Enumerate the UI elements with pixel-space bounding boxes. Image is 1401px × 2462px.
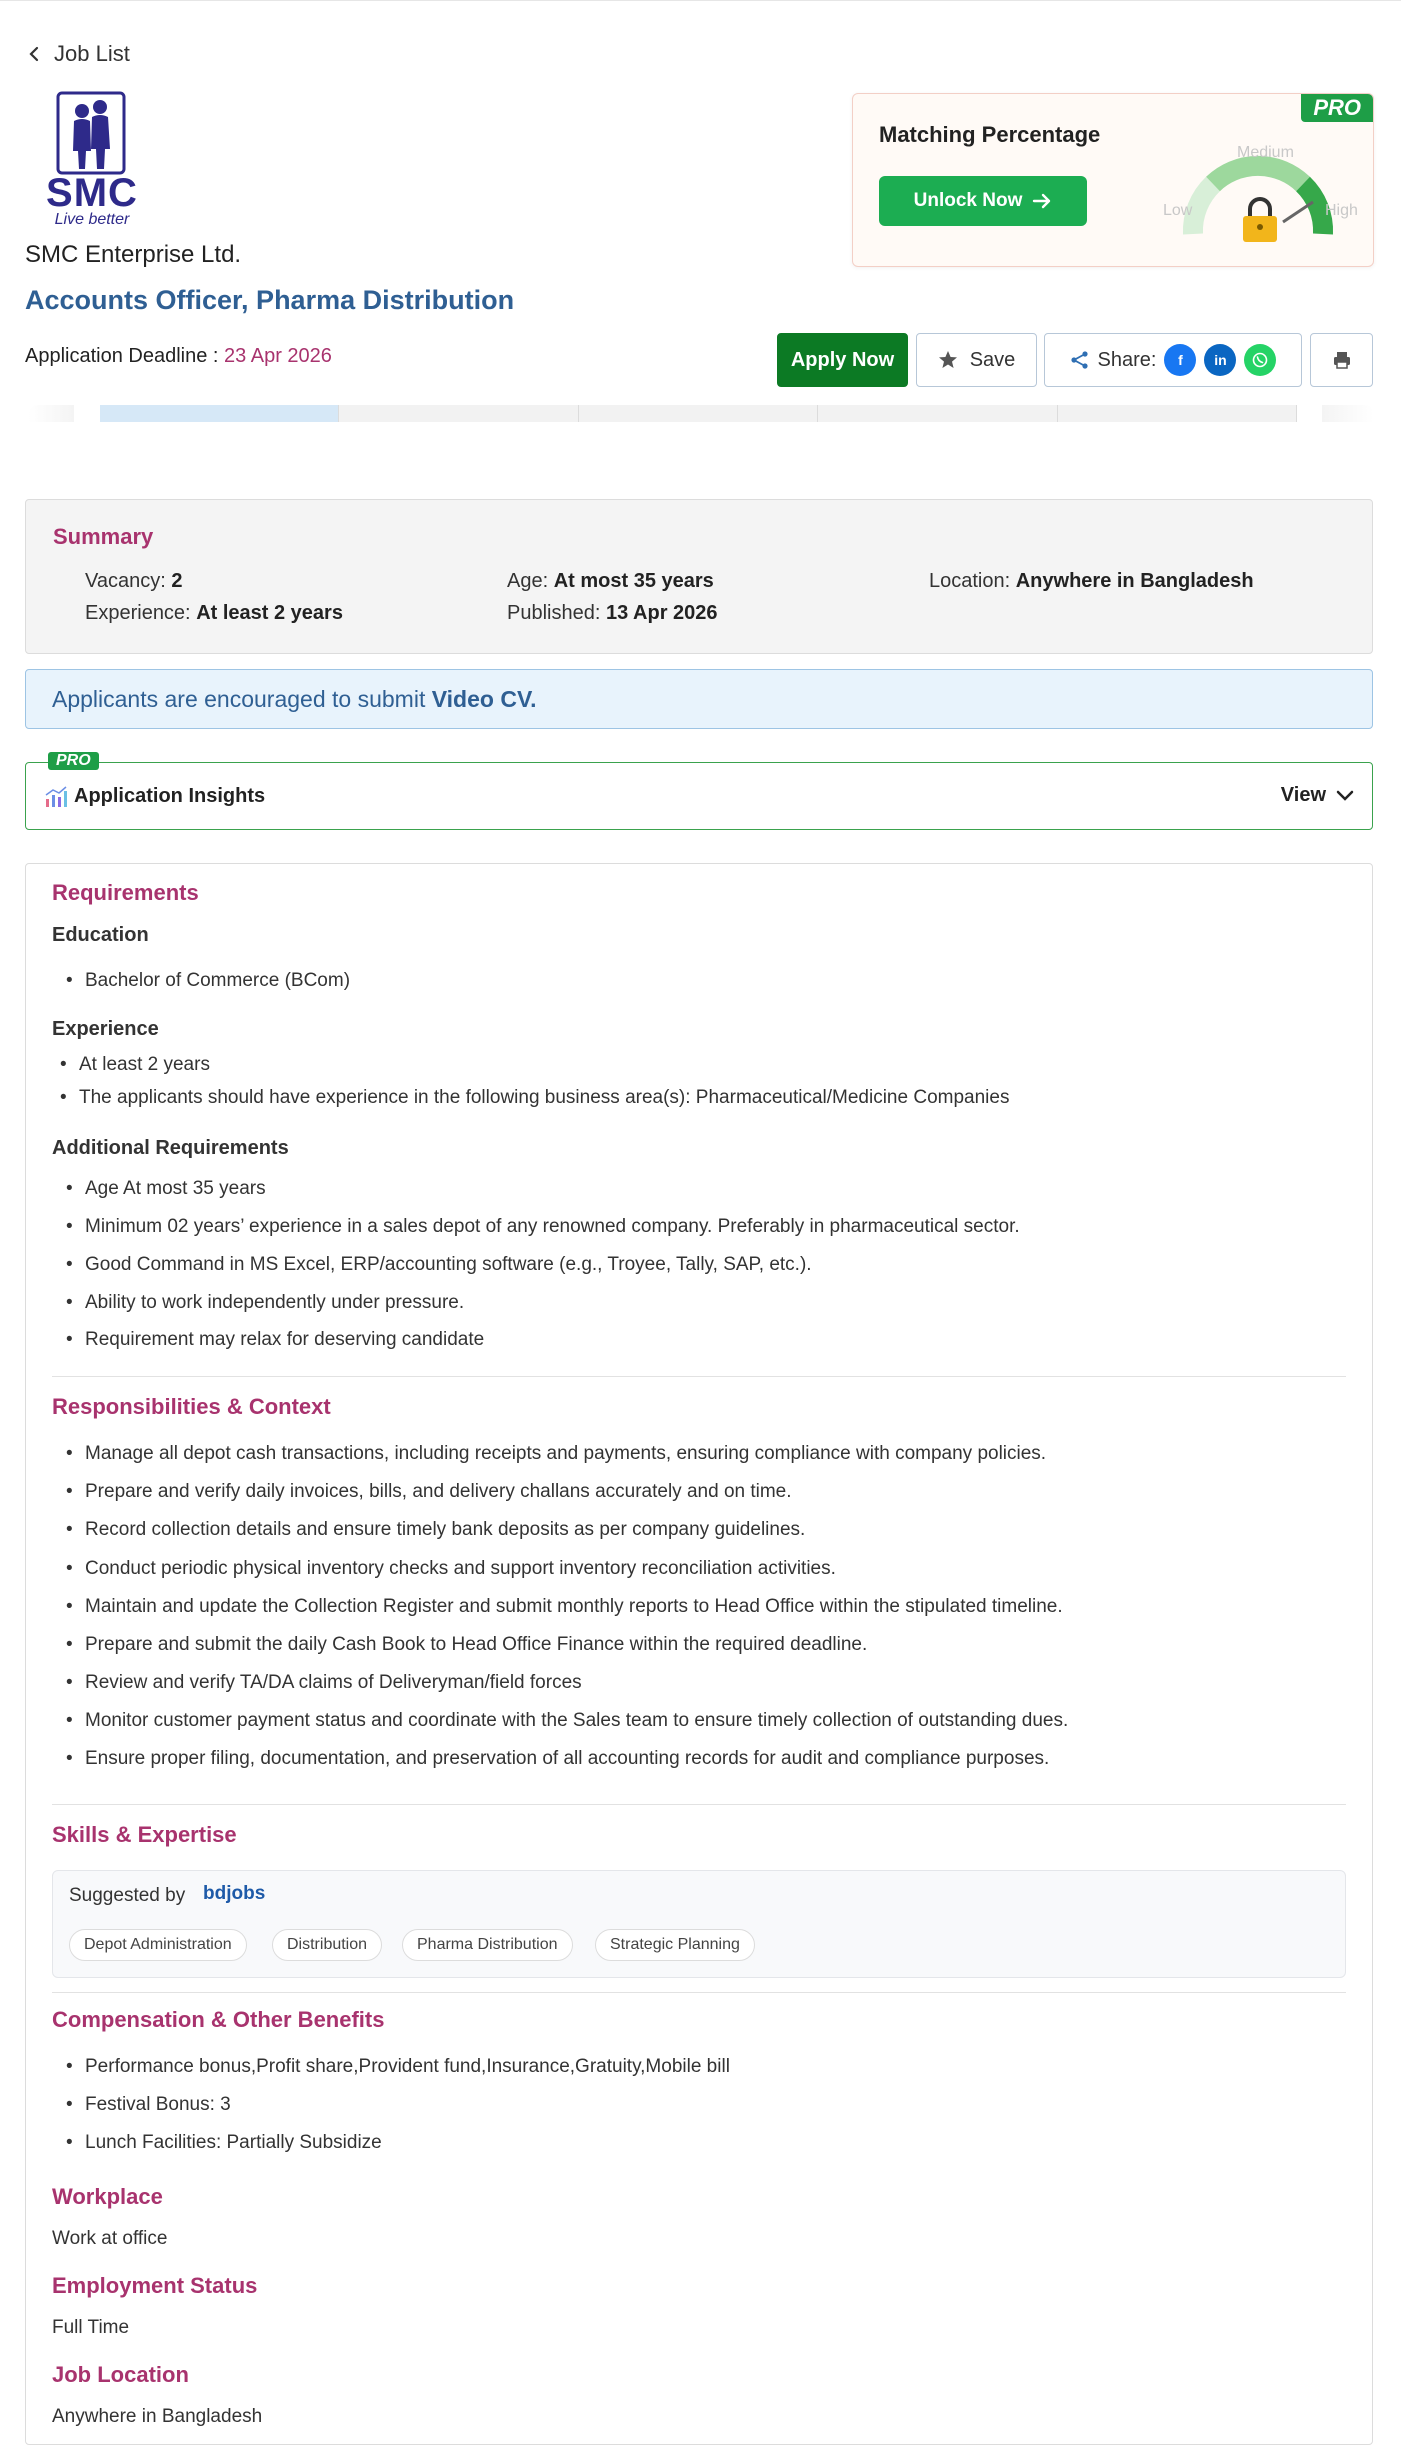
- employment-status-title: Employment Status: [52, 2273, 258, 2298]
- arrow-right-icon: [1032, 193, 1052, 209]
- insights-label: Application Insights: [74, 785, 266, 807]
- gauge-high-label: High: [1325, 202, 1358, 219]
- job-title: Accounts Officer, Pharma Distribution: [25, 285, 515, 315]
- apply-now-button[interactable]: Apply Now: [777, 333, 908, 387]
- summary-experience: [85, 602, 343, 625]
- summary-published: [507, 602, 718, 625]
- experience-value: At least 2 years: [196, 602, 343, 624]
- skills-title: Skills & Expertise: [52, 1822, 237, 1847]
- compensation-item: • Performance bonus,Profit share,Provident fund,Insurance,Gratuity,Mobile bill: [85, 2056, 730, 2078]
- published-label: Published:: [507, 602, 601, 624]
- section-tabs: [100, 405, 1297, 422]
- matching-gauge: [1153, 114, 1363, 264]
- experience-title: Experience: [52, 1018, 159, 1040]
- share-icon: [1070, 350, 1090, 370]
- tab-5[interactable]: [1058, 405, 1297, 422]
- job-details-card: [25, 863, 1373, 2445]
- divider: [52, 1804, 1346, 1805]
- deadline-date: 23 Apr 2026: [224, 345, 332, 367]
- gauge-medium-label: Medium: [1237, 144, 1294, 161]
- responsibility-item: • Ensure proper filing, documentation, and preservation of all accounting records for audit and compliance purposes.: [85, 1748, 1049, 1770]
- skills-box: [52, 1870, 1346, 1978]
- education-item: • Bachelor of Commerce (BCom): [85, 970, 350, 992]
- responsibility-item: • Maintain and update the Collection Register and submit monthly reports to Head Office within the stipulated timeline.: [85, 1596, 1063, 1618]
- vacancy-value: 2: [171, 570, 183, 592]
- notice-text: Applicants are encouraged to submit: [52, 686, 426, 712]
- summary-location: [929, 570, 1254, 593]
- vacancy-label: Vacancy:: [85, 570, 166, 592]
- responsibilities-title: Responsibilities & Context: [52, 1394, 331, 1419]
- responsibility-item: • Conduct periodic physical inventory checks and support inventory reconciliation activities.: [85, 1558, 836, 1580]
- notice-highlight[interactable]: Video CV.: [431, 686, 537, 712]
- skill-chip[interactable]: Pharma Distribution: [402, 1929, 573, 1961]
- matching-title: Matching Percentage: [879, 122, 1101, 147]
- responsibility-item: • Prepare and verify daily invoices, bills, and delivery challans accurately and on time.: [85, 1481, 792, 1503]
- additional-item: • Good Command in MS Excel, ERP/accounting software (e.g., Troyee, Tally, SAP, etc.).: [85, 1254, 812, 1276]
- responsibility-item: • Record collection details and ensure timely bank deposits as per company guidelines.: [85, 1519, 805, 1541]
- responsibility-item: • Prepare and submit the daily Cash Book to Head Office Finance within the required deadline.: [85, 1634, 867, 1656]
- facebook-icon[interactable]: f: [1164, 344, 1196, 376]
- tab-1[interactable]: [100, 405, 339, 422]
- experience-label: Experience:: [85, 602, 191, 624]
- responsibility-item: • Manage all depot cash transactions, including receipts and payments, ensuring compliance with company policies.: [85, 1443, 1046, 1465]
- workplace-value: Work at office: [52, 2228, 168, 2249]
- summary-vacancy: [85, 570, 182, 593]
- bdjobs-logo: bdjobs: [203, 1883, 266, 1904]
- tab-4[interactable]: [818, 405, 1057, 422]
- additional-requirements-title: Additional Requirements: [52, 1137, 289, 1159]
- location-value: Anywhere in Bangladesh: [1015, 570, 1254, 592]
- experience-item: • At least 2 years: [79, 1054, 210, 1076]
- published-value: 13 Apr 2026: [605, 602, 718, 624]
- chevron-down-icon: [1336, 790, 1354, 802]
- unlock-now-button[interactable]: [879, 176, 1087, 226]
- application-insights-bar[interactable]: [25, 752, 1373, 830]
- insights-view-toggle[interactable]: [1281, 784, 1354, 807]
- insights-chart-icon: [44, 785, 68, 809]
- printer-icon: [1331, 349, 1353, 371]
- back-label: Job List: [54, 41, 130, 66]
- matching-percentage-card: [852, 93, 1374, 267]
- experience-item: • The applicants should have experience in the following business area(s): Pharmaceutical/Medicine Companies: [79, 1087, 1009, 1109]
- compensation-title: Compensation & Other Benefits: [52, 2007, 385, 2032]
- summary-age: [507, 570, 714, 593]
- job-location-value: Anywhere in Bangladesh: [52, 2406, 263, 2427]
- print-button[interactable]: [1310, 333, 1373, 387]
- unlock-label: Unlock Now: [913, 190, 1023, 211]
- save-button[interactable]: [916, 333, 1037, 387]
- responsibility-item: • Review and verify TA/DA claims of Deliveryman/field forces: [85, 1672, 582, 1694]
- compensation-item: • Lunch Facilities: Partially Subsidize: [85, 2132, 382, 2154]
- skill-chip[interactable]: Distribution: [272, 1929, 382, 1961]
- tab-2[interactable]: [339, 405, 578, 422]
- tab-3[interactable]: [579, 405, 818, 422]
- skill-chip[interactable]: Strategic Planning: [595, 1929, 755, 1961]
- additional-item: • Ability to work independently under pressure.: [85, 1292, 464, 1314]
- suggested-by-label: Suggested by: [69, 1885, 186, 1906]
- back-to-job-list[interactable]: [26, 41, 130, 67]
- tab-scroll-left[interactable]: [28, 405, 74, 422]
- age-label: Age:: [507, 570, 549, 592]
- chevron-left-icon: [26, 46, 42, 62]
- company-name: SMC Enterprise Ltd.: [25, 241, 242, 268]
- summary-title: Summary: [53, 524, 154, 549]
- summary-card: [25, 499, 1373, 654]
- save-label: Save: [969, 348, 1016, 371]
- additional-item: • Minimum 02 years’ experience in a sales depot of any renowned company. Preferably in pharmaceutical sector.: [85, 1216, 1020, 1238]
- divider: [52, 1376, 1346, 1377]
- employment-status-value: Full Time: [52, 2317, 130, 2338]
- video-cv-notice: [25, 669, 1373, 729]
- whatsapp-icon[interactable]: [1244, 344, 1276, 376]
- skill-chip[interactable]: Depot Administration: [69, 1929, 247, 1961]
- logo-tagline: Live better: [54, 211, 130, 228]
- insights-pro-badge: PRO: [48, 752, 99, 770]
- star-icon: [938, 350, 958, 370]
- logo-text: SMC: [46, 171, 138, 215]
- share-label: Share:: [1097, 348, 1157, 371]
- additional-item: • Age At most 35 years: [85, 1178, 266, 1200]
- job-location-title: Job Location: [52, 2362, 189, 2387]
- application-deadline: [25, 345, 332, 368]
- age-value: At most 35 years: [553, 570, 714, 592]
- divider: [52, 1992, 1346, 1993]
- additional-item: • Requirement may relax for deserving candidate: [85, 1329, 484, 1351]
- view-label: View: [1280, 784, 1326, 806]
- responsibility-item: • Monitor customer payment status and coordinate with the Sales team to ensure timely collection of outstanding dues.: [85, 1710, 1068, 1732]
- location-label: Location:: [929, 570, 1011, 592]
- share-group: [1044, 333, 1302, 387]
- pro-badge: PRO: [1301, 94, 1373, 122]
- tab-scroll-right[interactable]: [1322, 405, 1374, 422]
- requirements-title: Requirements: [52, 880, 199, 905]
- gauge-low-label: Low: [1163, 202, 1193, 219]
- deadline-label: Application Deadline :: [25, 345, 219, 367]
- workplace-title: Workplace: [52, 2184, 163, 2209]
- company-logo: [36, 91, 148, 231]
- compensation-item: • Festival Bonus: 3: [85, 2094, 231, 2116]
- education-title: Education: [52, 924, 149, 946]
- linkedin-icon[interactable]: in: [1204, 344, 1236, 376]
